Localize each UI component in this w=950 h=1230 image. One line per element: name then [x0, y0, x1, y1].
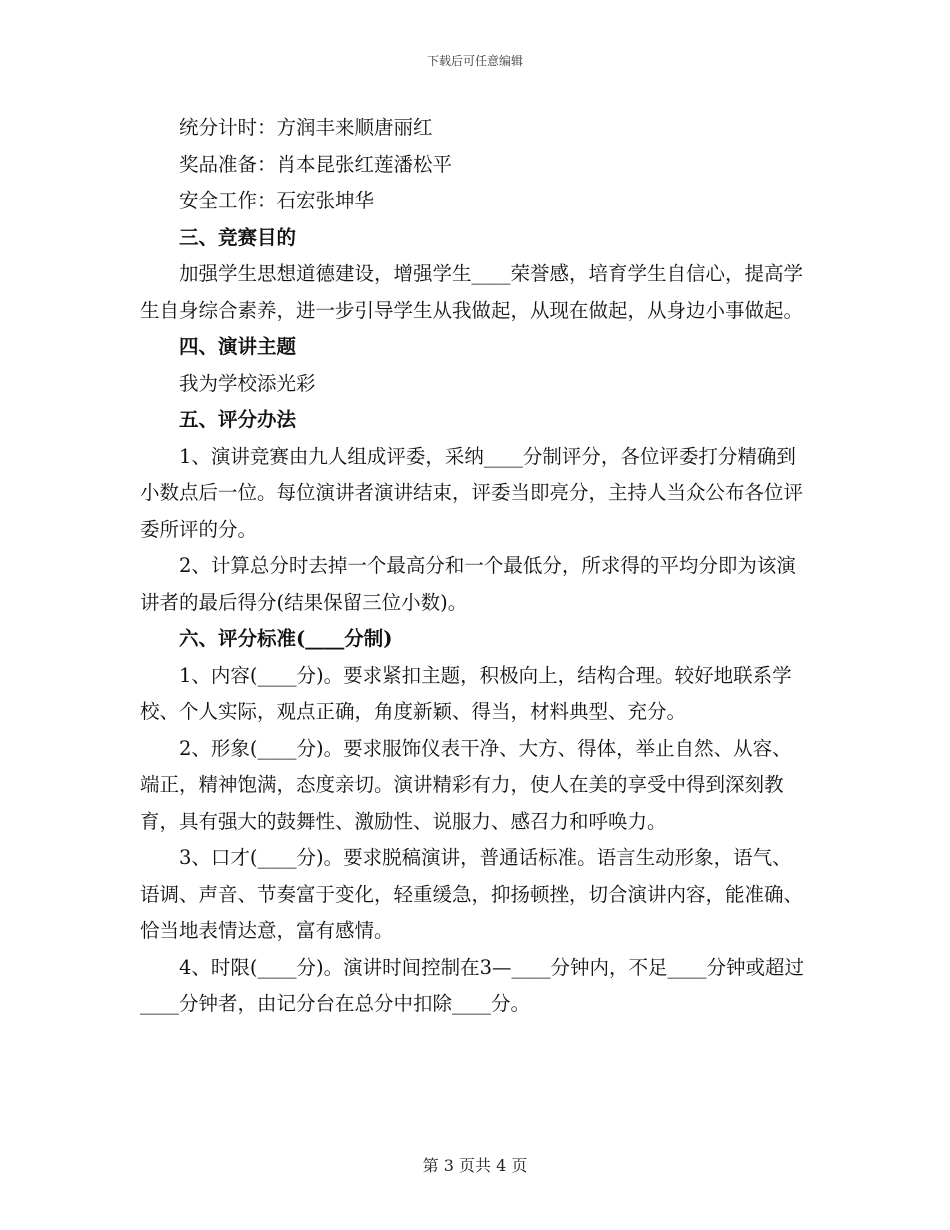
- section-heading-scoring-criteria: 六、评分标准(____分制): [179, 627, 393, 650]
- paragraph-purpose: 加强学生思想道德建设，增强学生____荣誉感，培育学生自信心，提高学生自身综合素养，进一步引导学生从我做起，从现在做起，从身边小事做起。: [140, 262, 804, 322]
- page-footer: 第 3 页共 4 页: [422, 1156, 528, 1175]
- paragraph-scorekeeping: 统分计时：方润丰来顺唐丽红: [179, 116, 433, 139]
- paragraph-criteria-content: 1、内容(____分)。要求紧扣主题，积极向上，结构合理。较好地联系学校、个人实际，观点正确，角度新颖、得当，材料典型、充分。: [140, 663, 792, 723]
- section-heading-purpose: 三、竞赛目的: [179, 225, 297, 249]
- section-heading-theme: 四、演讲主题: [179, 335, 297, 358]
- paragraph-criteria-image: 2、形象(____分)。要求服饰仪表干净、大方、得体，举止自然、从容、端正，精神饱满，态度亲切。演讲精彩有力，使人在美的享受中得到深刻教育，具有强大的鼓舞性、激励性、说服力、感召力和呼唤力。: [140, 736, 792, 833]
- paragraph-criteria-time-limit: 4、时限(____分)。演讲时间控制在3—____分钟内，不足____分钟或超过____分钟者，由记分台在总分中扣除____分。: [140, 955, 805, 1015]
- section-heading-scoring-method: 五、评分办法: [179, 408, 297, 431]
- paragraph-theme: 我为学校添光彩: [179, 371, 316, 395]
- paragraph-prizes: 奖品准备：肖本昆张红莲潘松平: [179, 152, 453, 176]
- paragraph-scoring-method-1: 1、演讲竞赛由九人组成评委，采纳____分制评分，各位评委打分精确到小数点后一位。每位演讲者演讲结束，评委当即亮分，主持人当众公布各位评委所评的分。: [140, 444, 804, 541]
- paragraph-safety: 安全工作：石宏张坤华: [179, 189, 375, 212]
- page-header: 下载后可任意编辑: [426, 54, 523, 68]
- paragraph-scoring-method-2: 2、计算总分时去掉一个最高分和一个最低分，所求得的平均分即为该演讲者的最后得分(结果保留三位小数)。: [140, 554, 796, 614]
- document-body: [140, 110, 810, 1023]
- paragraph-criteria-eloquence: 3、口才(____分)。要求脱稿演讲，普通话标准。语言生动形象，语气、语调、声音、节奏富于变化，轻重缓急，抑扬顿挫，切合演讲内容，能准确、恰当地表情达意，富有感情。: [140, 846, 804, 942]
